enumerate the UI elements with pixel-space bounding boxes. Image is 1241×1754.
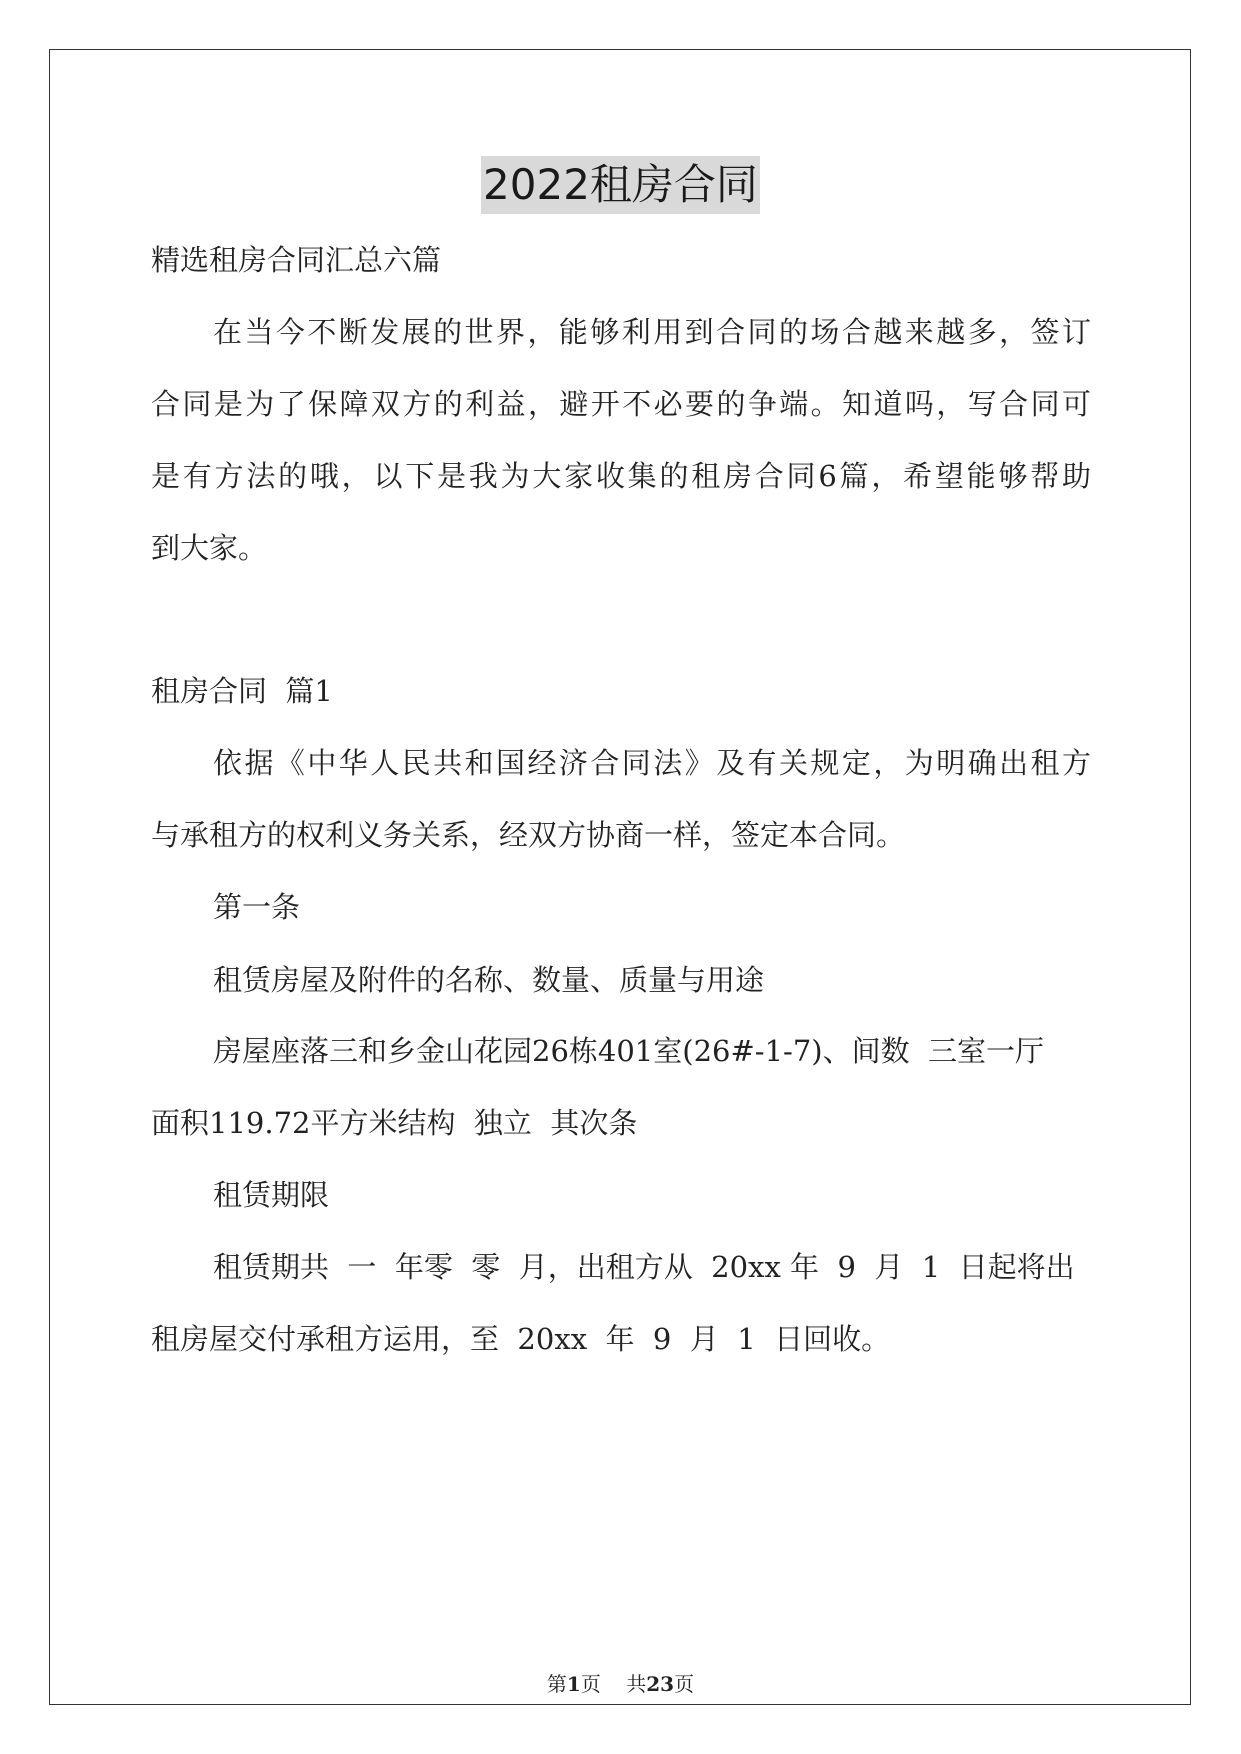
intro-line-2: 合同是为了保障双方的利益，避开不必要的争端。知道吗，写合同可 bbox=[151, 387, 1091, 421]
footer-page-prefix: 第 bbox=[546, 1672, 567, 1696]
lease-line-2: 租房屋交付承租方运用，至 20xx 年 9 月 1 日回收。 bbox=[151, 1322, 891, 1356]
title-container bbox=[0, 156, 1241, 214]
footer-page-mid: 页 共 bbox=[580, 1672, 647, 1696]
article-title: 租赁房屋及附件的名称、数量、质量与用途 bbox=[213, 963, 765, 997]
intro-line-4: 到大家。 bbox=[151, 531, 268, 565]
lease-line-1: 租赁期共 一 年零 零 月，出租方从 20xx 年 9 月 1 日起将出 bbox=[213, 1250, 1075, 1284]
article-heading: 第一条 bbox=[213, 890, 301, 924]
footer-page-total: 23 bbox=[646, 1672, 675, 1696]
document-subtitle: 精选租房合同汇总六篇 bbox=[151, 243, 442, 277]
lease-term-heading: 租赁期限 bbox=[213, 1178, 330, 1212]
house-line-2: 面积119.72平方米结构 独立 其次条 bbox=[151, 1106, 638, 1140]
intro-line-3: 是有方法的哦，以下是我为大家收集的租房合同6篇，希望能够帮助 bbox=[151, 459, 1091, 493]
footer-page-current: 1 bbox=[566, 1672, 581, 1696]
document-title: 2022租房合同 bbox=[481, 156, 760, 214]
intro-line-1: 在当今不断发展的世界，能够利用到合同的场合越来越多，签订 bbox=[213, 315, 1091, 349]
basis-line-2: 与承租方的权利义务关系，经双方协商一样，签定本合同。 bbox=[151, 818, 906, 852]
house-line-1: 房屋座落三和乡金山花园26栋401室(26#-1-7)、间数 三室一厅 bbox=[213, 1034, 1045, 1068]
footer-page-suffix: 页 bbox=[674, 1672, 695, 1696]
basis-line-1: 依据《中华人民共和国经济合同法》及有关规定，为明确出租方 bbox=[213, 746, 1091, 780]
section-heading: 租房合同 篇1 bbox=[151, 674, 333, 708]
page-border bbox=[49, 49, 1191, 1705]
page-footer bbox=[0, 1671, 1241, 1697]
